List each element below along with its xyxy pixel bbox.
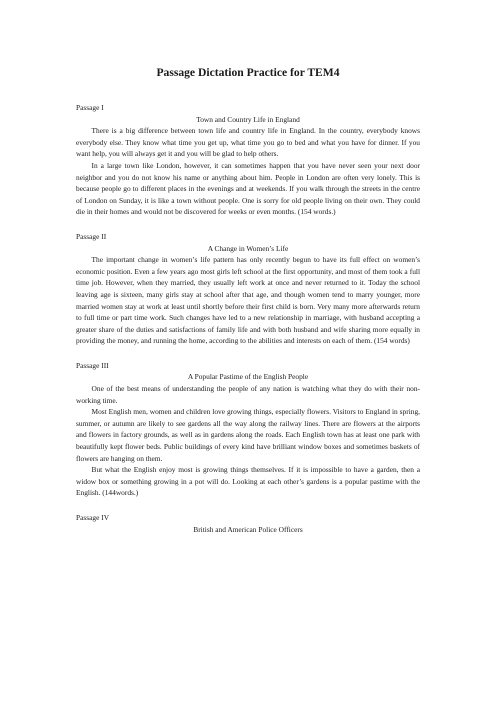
passage-4 [76, 512, 420, 535]
document-title: Passage Dictation Practice for TEM4 [156, 66, 340, 79]
passage-label: Passage III [76, 360, 109, 370]
passage-label: Passage IV [76, 513, 110, 522]
passage-2 [76, 231, 420, 347]
paragraph: The important change in women’s life pattern has only recently begun to have its full effect on women’s economic position. Even a few years ago most girls left school at the first opportunity, and most of them took a full time job. However, when they married, they usually left work at once and never returned to it. Today the school leaving age is sixteen, many girls stay at school after that age, and though women tend to marry younger, more married women stay at work at least until shortly before their first child is born. Very many more afterwards return to full time or part time work. Such changes have led to a new relationship in marriage, with husband accepting a greater share of the duties and satisfactions of family life and with both husband and wife sharing more equally in providing the money, and running the home, according to the abilities and interests on each of them. (154 words) [76, 255, 420, 346]
passage-title: A Popular Pastime of the English People [187, 372, 309, 382]
passage-title: British and American Police Officers [193, 524, 303, 534]
passage-label: Passage II [76, 231, 107, 241]
passage-label: Passage I [76, 103, 104, 112]
paragraph: Most English men, women and children love growing things, especially flowers. Visitors to England in spring, summer, or autumn are likely to see gardens all the way along the railway lines. There are flowers at the airports and flowers in factory grounds, as well as in gardens along the roads. Each English town has at least one park with beautifully kept flower beds. Public buildings of every kind have brilliant window boxes and sometimes baskets of flowers are hanging on them. [76, 407, 420, 463]
passage-title: Town and Country Life in England [196, 114, 300, 124]
paragraph: But what the English enjoy most is growing things themselves. If it is impossible to have a garden, then a widow box or something growing in a pot will do. Looking at each other’s gardens is a popular pastime with the English. (144words.) [76, 465, 420, 498]
paragraph: In a large town like London, however, it can sometimes happen that you have never seen your next door neighbor and you do not know his name or anything about him. People in London are often very lonely. This is because people go to different places in the evenings and at weekends. If you walk through the streets in the centre of London on Sunday, it is like a town without people. One is sorry for old people living on their own. They could die in their homes and would not be discovered for weeks or even months. (154 words.) [76, 160, 420, 217]
passage-title: A Change in Women’s Life [207, 243, 289, 253]
paragraph: One of the best means of understanding the people of any nation is watching what they do with their non-working time. [76, 384, 420, 405]
passage-3 [76, 360, 420, 499]
passage-1 [76, 102, 420, 218]
paragraph: There is a big difference between town life and country life in England. In the country, everybody knows everybody else. They know what time you get up, what time you go to bed and what you have for dinner. If you want help, you will always get it and you will be glad to help others. [76, 126, 420, 159]
